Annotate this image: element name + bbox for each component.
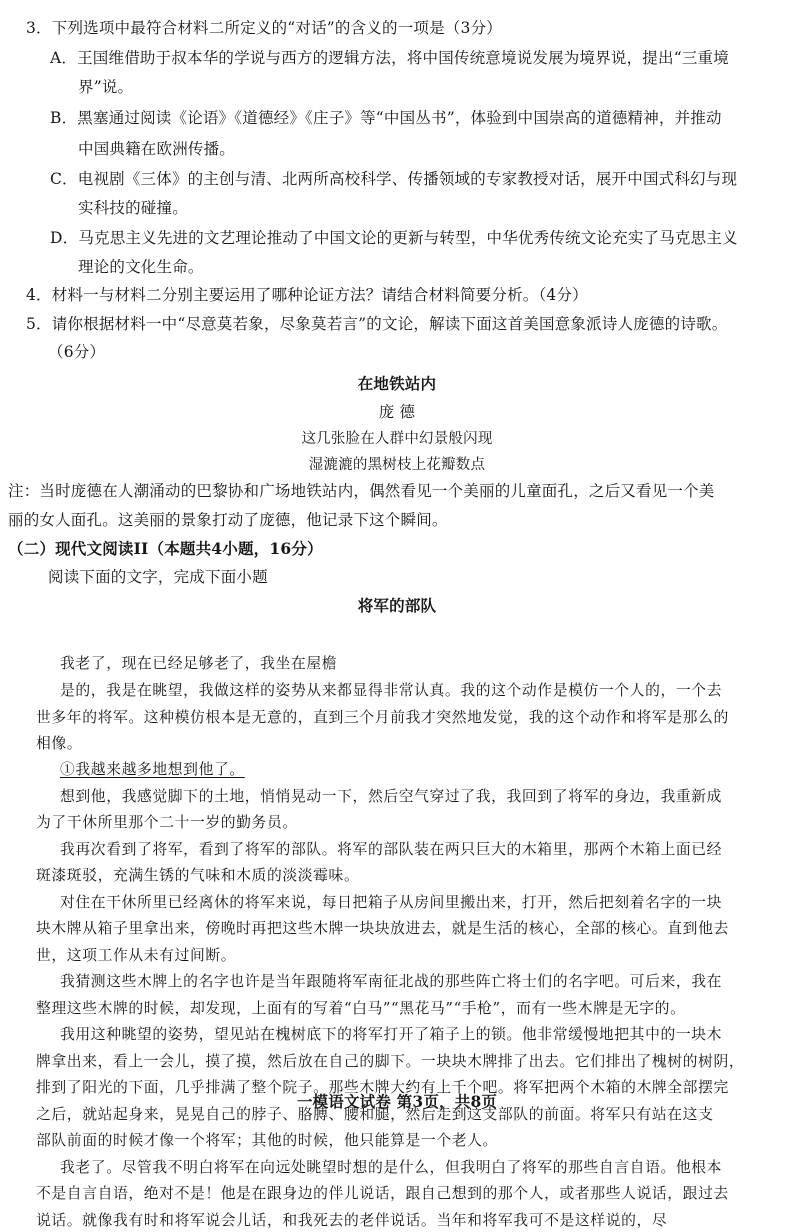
story-line: 相像。 [36,735,83,752]
poem-title: 在地铁站内 [357,374,437,393]
question-4: 4．材料一与材料二分别主要运用了哪种论证方法？请结合材料简要分析。（4分） [26,286,588,304]
question-3-option-c-cont: 实科技的碰撞。 [78,199,188,217]
story-line: 为了干休所里那个二十一岁的勤务员。 [36,814,298,831]
question-3-option-b-cont: 中国典籍在欧洲传播。 [78,140,236,158]
poem-line-2: 湿漉漉的黑树枝上花瓣数点 [308,457,486,473]
story-line: 是的，我是在眺望，我做这样的姿势从来都显得非常认真。我的这个动作是模仿一个人的，一个去 [60,682,723,699]
story-line: 整理这些木牌的时候，却发现，上面有的写着“白马”“黑花马”“手枪”，而有一些木牌是无字的。 [36,1000,686,1017]
story-line: 之后，就站起身来，晃晃自己的脖子、胳膊、腰和腿，然后走到这支部队的前面。将军只有站在这支 [36,1105,714,1123]
story-line: 我老了。尽管我不明白将军在向远处眺望时想的是什么，但我明白了将军的那些自言自语。他根本 [60,1158,723,1176]
question-3-option-c: C．电视剧《三体》的主创与清、北两所高校科学、传播领域的专家教授对话，展开中国式科幻与现 [50,170,738,188]
story-line: 块木牌从箱子里拿出来，傍晚时再把这些木牌一块块放进去，就是生活的核心，全部的核心。直到他去 [36,920,729,937]
section-instruction: 阅读下面的文字，完成下面小题 [48,568,268,586]
question-3-option-a-cont: 界”说。 [78,78,134,96]
section-heading: （二）现代文阅读II（本题共4小题，16分） [8,539,323,558]
question-3-option-a: A．王国维借助于叔本华的学说与西方的逻辑方法，将中国传统意境说发展为境界说，提出“三重境 [50,49,729,67]
story-line: 斑漆斑驳，充满生锈的气味和木质的淡淡霉味。 [36,867,360,884]
page-footer: 一模语文试卷 第3页，共8页 [296,1092,498,1111]
poem-note-cont: 丽的女人面孔。这美丽的景象打动了庞德，他记录下这个瞬间。 [8,511,448,529]
question-3-option-b: B．黑塞通过阅读《论语》《道德经》《庄子》等“中国丛书”，体验到中国崇高的道德精神，并推动 [50,109,722,127]
story-line: 说话。就像我有时和将军说会儿话，和我死去的老伴说话。当年和将军我可不是这样说的，尽 [36,1211,668,1229]
story-line: 我老了，现在已经足够老了，我坐在屋檐 [60,655,338,672]
story-line: 我再次看到了将军，看到了将军的部队。将军的部队装在两只巨大的木箱里，那两个木箱上面已经 [60,841,723,858]
question-5: 5．请你根据材料一中“尽意莫若象，尽象莫若言”的文论，解读下面这首美国意象派诗人庞德的诗歌。 [26,315,728,333]
poem-author: 庞 德 [378,403,416,421]
story-line: 世多年的将军。这种模仿根本是无意的，直到三个月前我才突然地发觉，我的这个动作和将军是那么的 [36,709,729,726]
story-line: 对住在干休所里已经离休的将军来说，每日把箱子从房间里搬出来，打开，然后把刻着名字的一块 [60,894,723,911]
story-line: 不是自言自语，绝对不是！他是在跟身边的伴儿说话，跟自己想到的那个人，或者那些人说话，跟过去 [36,1185,729,1202]
poem-note: 注：当时庞德在人潮涌动的巴黎协和广场地铁站内，偶然看见一个美丽的儿童面孔，之后又看见一个美 [8,482,715,500]
story-line: 牌拿出来，看上一会儿，摸了摸，然后放在自己的脚下。一块块木牌排了出去。它们排出了槐树的树阴， [36,1052,745,1070]
question-3-option-d-cont: 理论的文化生命。 [78,258,204,276]
story-line: 部队前面的时候才像一个将军；其他的时候，他只能算是一个老人。 [36,1132,498,1149]
story-line: 我用这种眺望的姿势，望见站在槐树底下的将军打开了箱子上的锁。他非常缓慢地把其中的一块木 [60,1026,723,1043]
question-3-option-d: D．马克思主义先进的文艺理论推动了中国文论的更新与转型，中华优秀传统文论充实了马克思主义 [50,229,738,247]
story-line: 世，这项工作从未有过间断。 [36,947,237,964]
story-line: 想到他，我感觉脚下的土地，悄悄晃动一下，然后空气穿过了我，我回到了将军的身边，我重新成 [60,788,723,805]
story-line: 我猜测这些木牌上的名字也许是当年跟随将军南征北战的那些阵亡将士们的名字吧。可后来，我在 [60,973,723,990]
story-underlined-sentence: ①我越来越多地想到他了。 [60,761,245,778]
story-title: 将军的部队 [357,596,437,615]
question-5-score: （6分） [48,343,106,361]
question-3-stem: 3．下列选项中最符合材料二所定义的“对话”的含义的一项是（3分） [26,19,502,37]
poem-line-1: 这几张脸在人群中幻景般闪现 [301,431,493,447]
story-line: 排到了阳光的下面，几乎排满了整个院子。那些木牌大约有上千个吧。将军把两个木箱的木牌全部摆完 [36,1079,729,1096]
